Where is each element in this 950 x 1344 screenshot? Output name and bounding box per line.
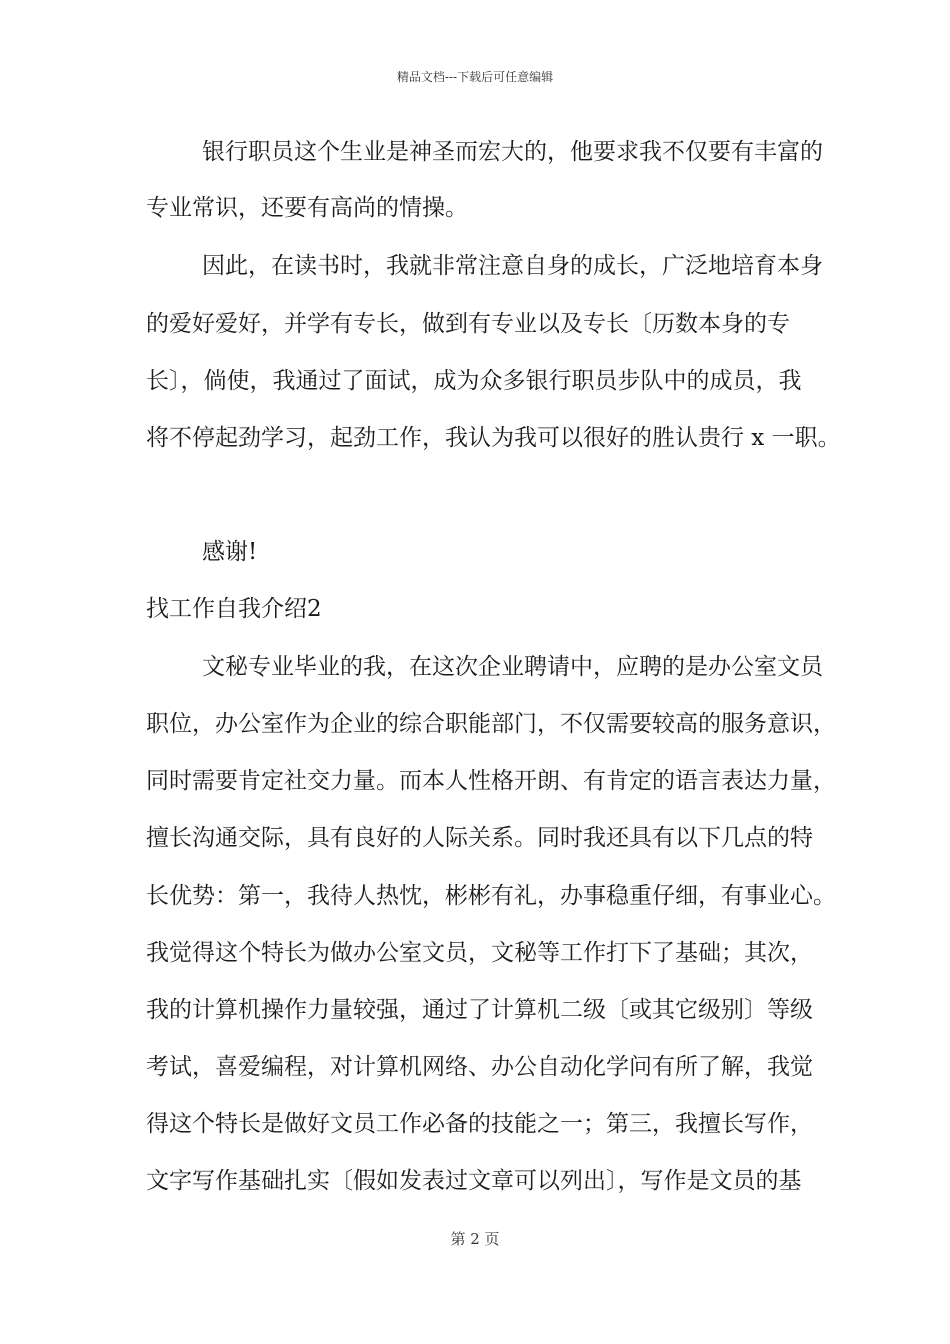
paragraph-line: 考试，喜爱编程，对计算机网络、办公自动化学问有所了解，我觉 [146,1054,813,1080]
paragraph-line: 银行职员这个生业是神圣而宏大的，他要求我不仅要有丰富的 [202,139,823,165]
paragraph-line: 得这个特长是做好文员工作必备的技能之一；第三，我擅长写作， [146,1111,813,1137]
paragraph-line: 的爱好爱好，并学有专长，做到有专业以及专长〔历数本身的专 [146,311,790,337]
section-title: 找工作自我介绍2 [146,596,322,622]
thanks-line: 感谢! [202,539,258,565]
paragraph-line: 同时需要肯定社交力量。而本人性格开朗、有肯定的语言表达力量， [146,768,836,794]
paragraph-line: 文字写作基础扎实〔假如发表过文章可以列出〕，写作是文员的基 [146,1168,802,1194]
page-header: 精品文档---下载后可任意编辑 [396,70,554,84]
paragraph-line: 长优势：第一，我待人热忱，彬彬有礼，办事稳重仔细，有事业心。 [146,883,836,909]
paragraph-line: 将不停起劲学习，起劲工作，我认为我可以很好的胜认贵行 x 一职。 [146,425,841,451]
page-number: 第 2 页 [450,1230,500,1248]
paragraph-line: 因此，在读书时，我就非常注意自身的成长，广泛地培育本身 [202,253,823,279]
paragraph-line: 职位，办公室作为企业的综合职能部门，不仅需要较高的服务意识， [146,711,836,737]
paragraph-line: 文秘专业毕业的我，在这次企业聘请中，应聘的是办公室文员 [202,654,823,680]
paragraph-line: 擅长沟通交际，具有良好的人际关系。同时我还具有以下几点的特 [146,825,813,851]
paragraph-line: 我的计算机操作力量较强，通过了计算机二级〔或其它级别〕等级 [146,997,813,1023]
paragraph-line: 我觉得这个特长为做办公室文员，文秘等工作打下了基础；其次， [146,940,813,966]
paragraph-line: 长〕，倘使，我通过了面试，成为众多银行职员步队中的成员，我 [146,368,802,394]
paragraph-line: 专业常识，还要有高尚的情操。 [146,195,468,221]
